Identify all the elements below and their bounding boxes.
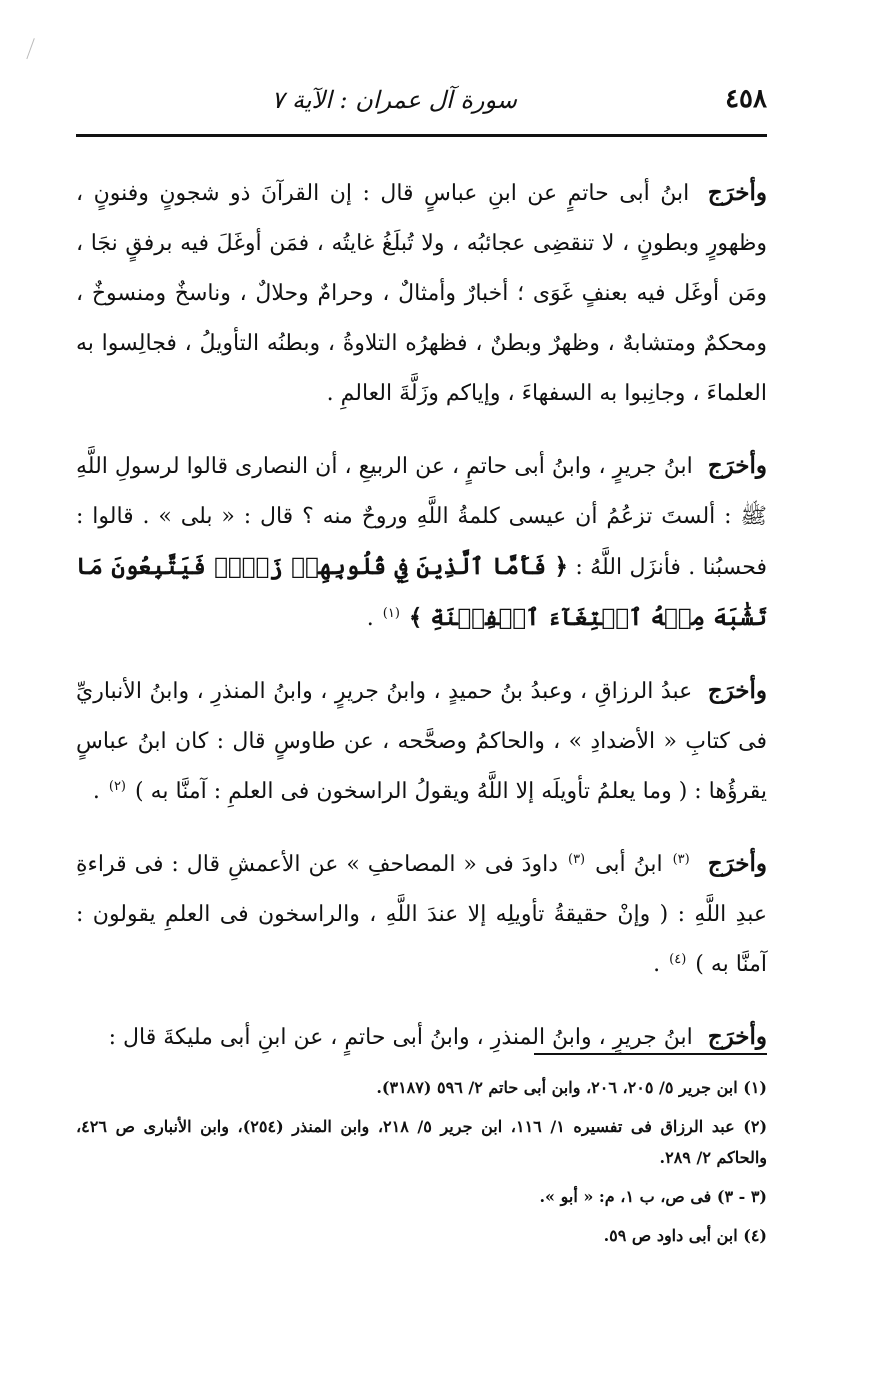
paragraph <box>76 441 767 644</box>
paragraph-lead-word: وأخرَج <box>707 677 768 704</box>
margin-pencil-mark <box>26 38 36 60</box>
footnote-reference: (٣) <box>567 851 586 867</box>
footnote: (١) ابن جرير ٥/ ٢٠٥، ٢٠٦، وابن أبى حاتم ٢/ ٥٩٦ (٣١٨٧). <box>376 1078 767 1097</box>
paragraph-text: ابنُ أبى <box>595 852 663 877</box>
page-header <box>76 84 767 128</box>
paragraph-text: ابنُ جريرٍ ، وابنُ أبى حاتمٍ ، عن الربيعِ ، أن النصارى قالوا لرسولِ اللَّهِ ﷺ : ألستَ تزعُمُ أن عيسى كلمةُ اللَّهِ وروحٌ منه ؟ قال : « بلى » . قالوا : فحسبُنا . فأنزَل اللَّهُ : <box>76 454 767 580</box>
paragraph-text: . <box>92 779 100 804</box>
paragraph-lead-word: وأخرَج <box>707 452 767 479</box>
page-number: ٤٥٨ <box>725 84 767 114</box>
footnote-reference: (٣) <box>672 851 690 867</box>
paragraph-lead-word: وأخرَج <box>707 850 767 877</box>
paragraph-lead-word: وأخرَج <box>707 1023 767 1050</box>
paragraph-text: ابنُ أبى حاتمٍ عن ابنِ عباسٍ قال : إن القرآنَ ذو شجونٍ وفنونٍ ، وظهورٍ وبطونٍ ، لا تنقضِى عجائبُه ، ولا تُبلَغُ غايتُه ، فمَن أوغَلَ فيه برفقٍ نجَا ، ومَن أوغَل فيه بعنفٍ غَوَى ؛ أخبارٌ وأمثالٌ ، وحرامٌ وحلالٌ ، وناسخٌ ومنسوخٌ ، ومحكمٌ ومتشابهٌ ، وظهرٌ وبطنٌ ، فظهرُه التلاوةُ ، وبطنُه التأويلُ ، فجالِسوا به العلماءَ ، وجانِبوا به السفهاءَ ، وإياكم وزَلَّةَ العالمِ . <box>76 181 767 406</box>
header-rule <box>76 134 767 137</box>
footnote: (٢) عبد الرزاق فى تفسيره ١/ ١١٦، ابن جرير ٥/ ٢١٨، وابن المنذر (٢٥٤)، وابن الأنبارى ص ٤٢٦، والحاكم ٢/ ٢٨٩. <box>76 1117 768 1167</box>
paragraph-lead-word: وأخرَج <box>707 179 767 206</box>
footnote: (٣ - ٣) فى ص، ب ١، م: « أبو ». <box>539 1187 767 1206</box>
paragraph-text: ابنُ جريرٍ ، وابنُ المنذرِ ، وابنُ أبى حاتمٍ ، عن ابنِ أبى مليكةَ قال : <box>108 1025 693 1050</box>
paragraph <box>76 1012 767 1063</box>
body-text <box>76 168 767 1085</box>
paragraph <box>76 168 767 419</box>
paragraph-text: . <box>366 606 374 631</box>
paragraph-text: . <box>653 952 661 977</box>
running-title: سورة آل عمران : الآية ٧ <box>271 86 517 114</box>
footnote-reference: (٤) <box>669 951 687 967</box>
paragraph <box>76 666 767 817</box>
footnote: (٤) ابن أبى داود ص ٥٩. <box>603 1226 767 1245</box>
footnote-rule <box>534 1053 767 1055</box>
paragraph-text: داودَ فى « المصاحفِ » عن الأعمشِ قال : فى قراءةِ عبدِ اللَّهِ : ( وإنْ حقيقةُ تأويلِه إلا عندَ اللَّهِ ، والراسخون فى العلمِ يقولون : آمنَّا به ) <box>76 852 767 977</box>
paragraph-text: عبدُ الرزاقِ ، وعبدُ بنُ حميدٍ ، وابنُ جريرٍ ، وابنُ المنذرِ ، وابنُ الأنباريِّ فى كتابِ « الأضدادِ » ، والحاكمُ وصحَّحه ، عن طاوسٍ قال : كان ابنُ عباسٍ يقرؤُها : ( وما يعلمُ تأويلَه إلا اللَّهُ ويقولُ الراسخون فى العلمِ : آمنَّا به ) <box>76 679 767 804</box>
footnote-reference: (١) <box>382 605 400 621</box>
footnote-reference: (٢) <box>108 778 126 794</box>
quran-quote: ﴿ فَأَمَّا ٱلَّذِينَ فِي قُلُوبِهِمۡ زَيۡغٞ فَيَتَّبِعُونَ مَا تَشَٰبَهَ مِنۡهُ ٱبۡتِغَآءَ ٱلۡفِتۡنَةِ ﴾ <box>76 553 767 631</box>
paragraph <box>76 839 767 990</box>
footnotes <box>76 1072 767 1259</box>
